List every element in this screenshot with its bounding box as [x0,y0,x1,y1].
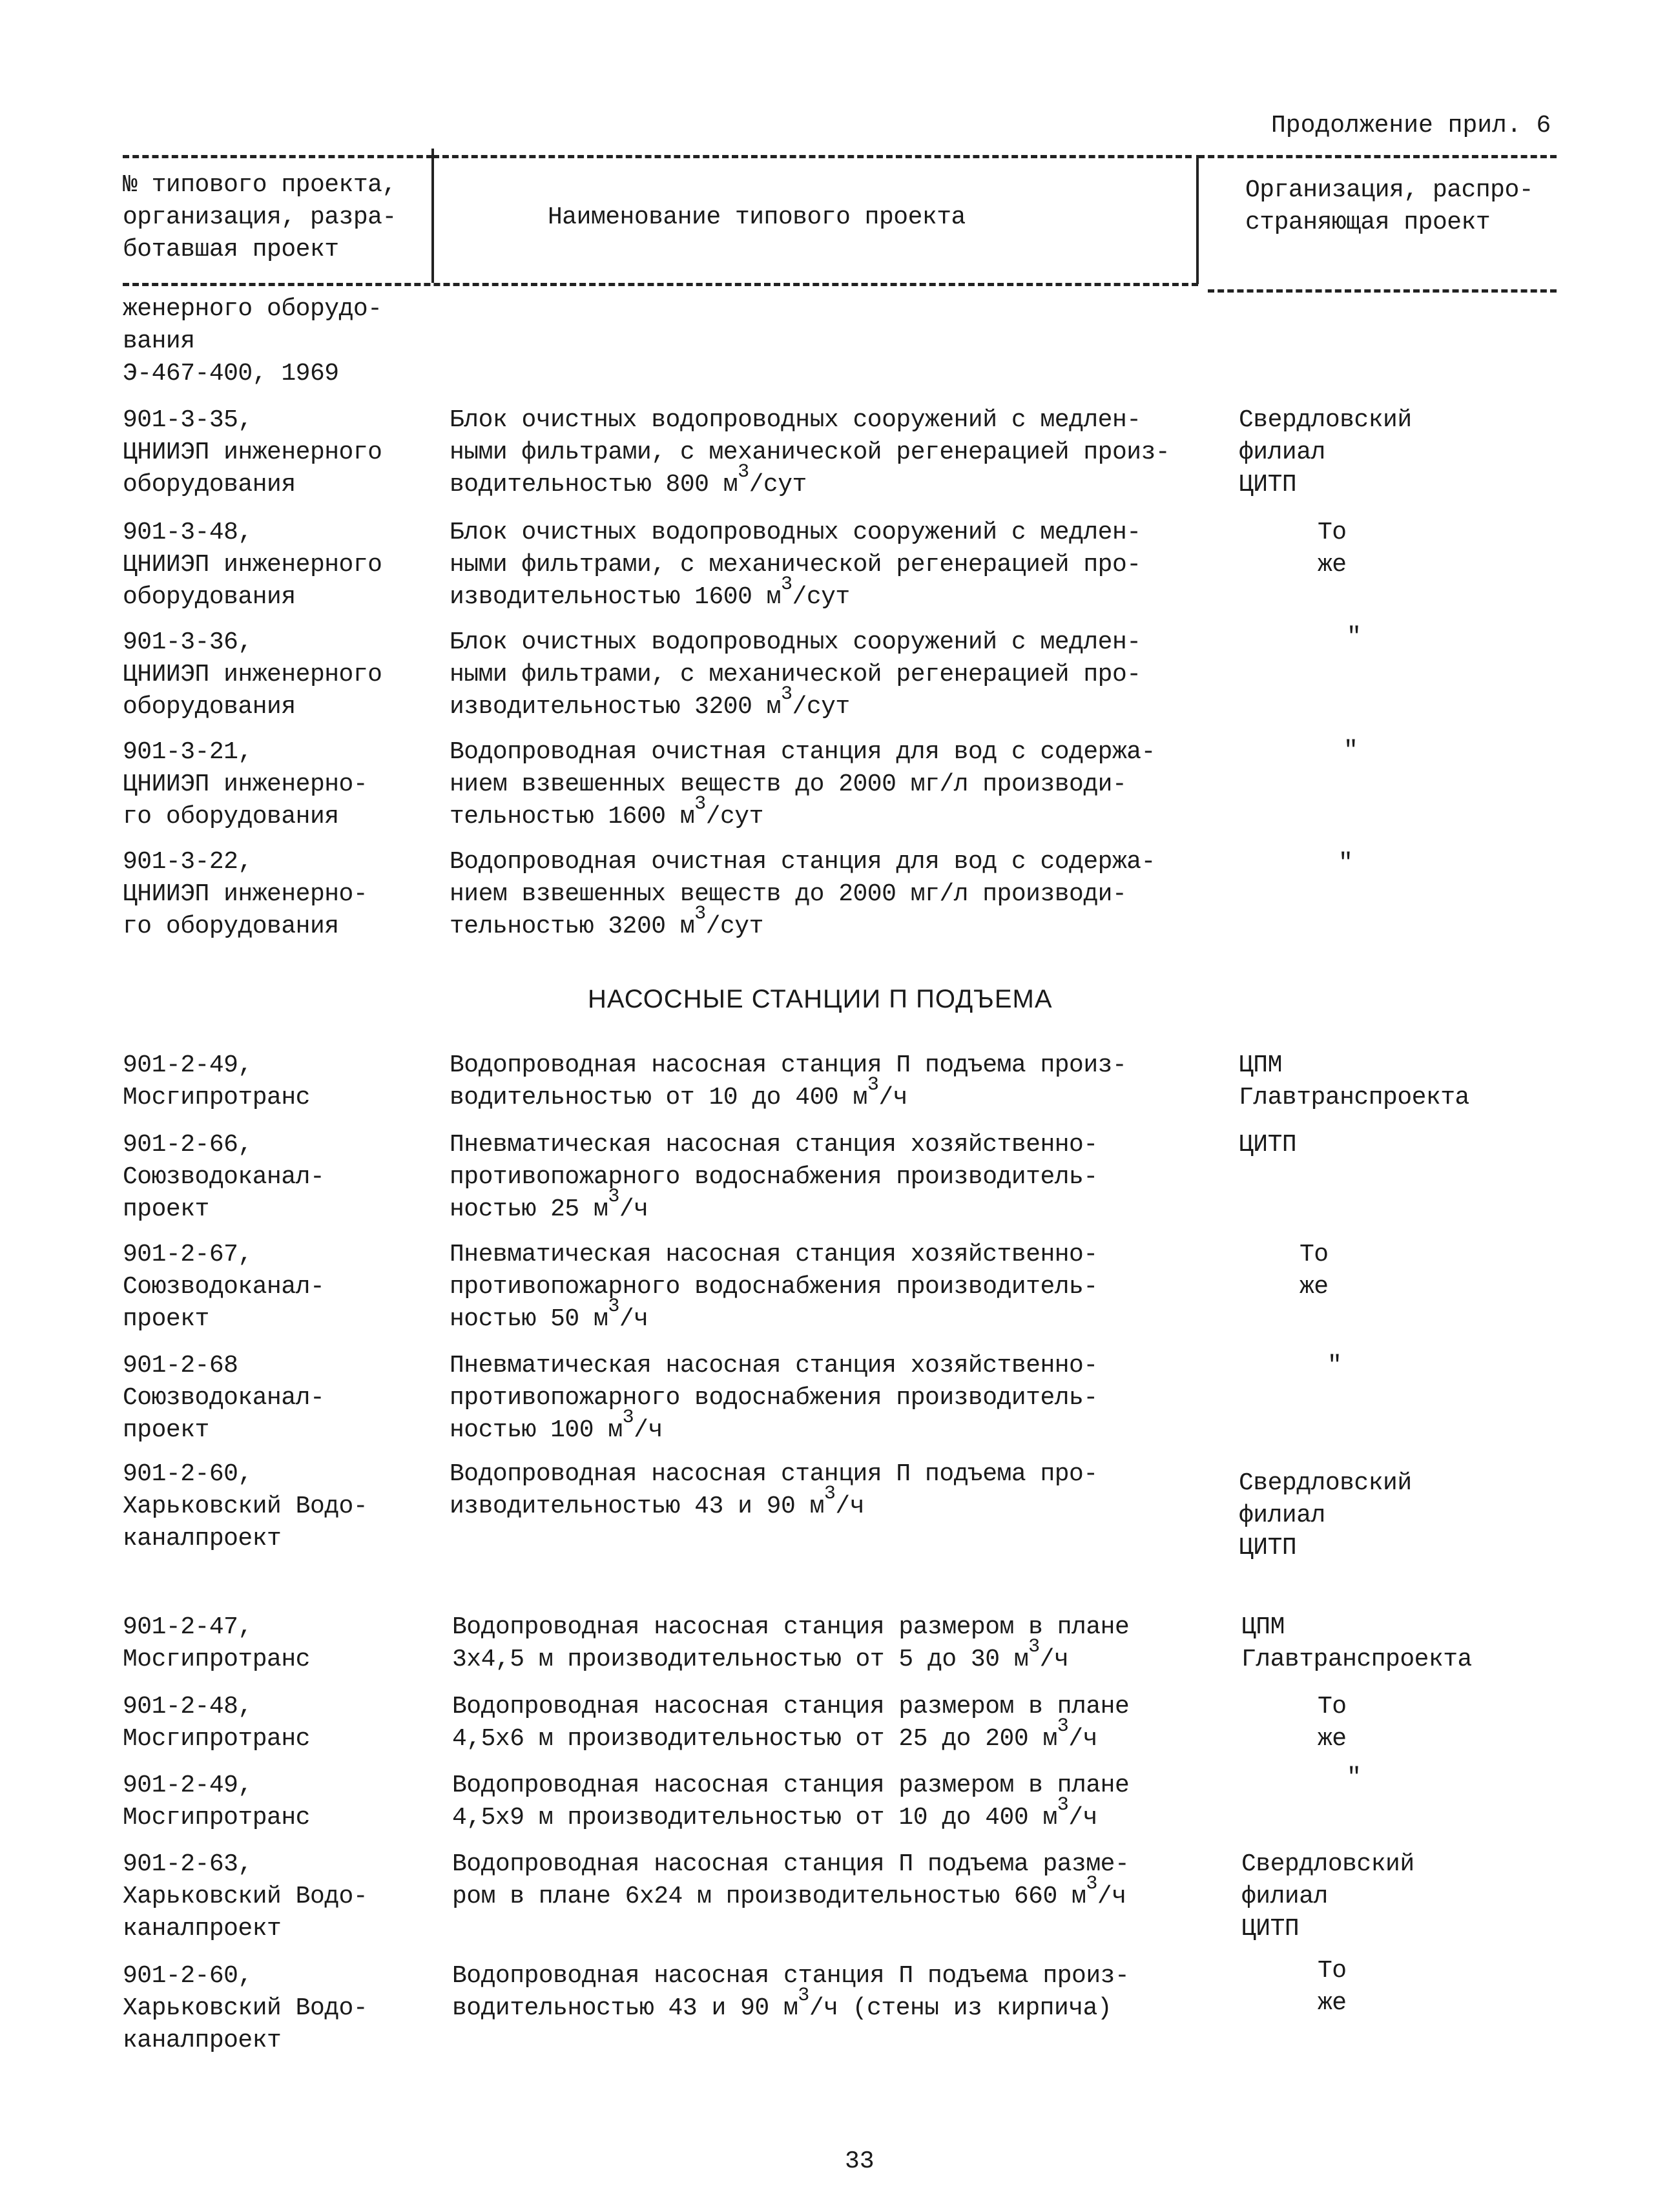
name-cell: Блок очистных водопроводных сооружений с медлен- ными фильтрами, с механической регенерацией произ- водительностью 800 $м^3$/сут [450,406,1170,499]
project-cell: 901-2-49, Мосгипротранс [123,1772,310,1832]
organization-cell: ЦПМ Главтранспроекта [1239,1051,1469,1111]
project-cell: 901-2-60, Харьковский Водо- каналпроект [123,1460,368,1553]
organization-cell: То же [1318,1957,1347,2017]
project-cell: 901-3-21, ЦНИИЭП инженерно- го оборудования [123,738,368,831]
project-cell: 901-2-60, Харьковский Водо- каналпроект [123,1962,368,2054]
organization-cell: Свердловский филиал ЦИТП [1239,1469,1412,1562]
header-top-rule-right [1198,155,1557,158]
page-number: 33 [845,2147,875,2175]
header-divider-1 [431,149,434,283]
header-top-rule-left [123,155,433,158]
ditto-mark: " [1338,849,1353,877]
organization-cell: То же [1300,1241,1329,1301]
continuation-label: Продолжение прил. 6 [1271,112,1551,140]
organization-cell: То же [1318,519,1347,579]
header-top-rule-mid [433,155,1192,158]
project-cell: 901-2-67, Союзводоканал- проект [123,1241,325,1333]
ditto-mark: " [1347,623,1362,651]
column-header-project: № типового проекта, организация, разра- ботавшая проект [123,171,397,264]
name-cell: Водопроводная насосная станция П подъема произ- водительностью от 10 до 400 $м^3/ч$ [450,1051,1127,1111]
ditto-mark: " [1343,737,1358,765]
name-cell: Пневматическая насосная станция хозяйственно- противопожарного водоснабжения производитель- ностью 25 $м^3/ч$ [450,1131,1098,1223]
project-cell: 901-2-63, Харьковский Водо- каналпроект [123,1850,368,1943]
project-cell: 901-2-66, Союзводоканал- проект [123,1131,325,1223]
name-cell: Водопроводная насосная станция размером в плане 4,5х6 м производительностью от 25 до 200 $м^3/ч$ [452,1693,1130,1753]
header-bottom-rule [123,283,1198,286]
name-cell: Пневматическая насосная станция хозяйственно- противопожарного водоснабжения производитель- ностью 50 $м^3/ч$ [450,1241,1098,1333]
name-cell: Пневматическая насосная станция хозяйственно- противопожарного водоснабжения производитель- ностью 100 $м^3/ч$ [450,1352,1098,1444]
project-cell: 901-2-49, Мосгипротранс [123,1051,310,1111]
project-cell: женерного оборудо- вания Э-467-400, 1969 [123,295,382,388]
organization-cell: ЦИТП [1239,1131,1297,1159]
organization-cell: То же [1318,1693,1347,1753]
project-cell: 901-2-48, Мосгипротранс [123,1693,310,1753]
project-cell: 901-3-36, ЦНИИЭП инженерного оборудования [123,628,382,721]
project-cell: 901-2-68 Союзводоканал- проект [123,1352,325,1444]
name-cell: Водопроводная очистная станция для вод с содержа- нием взвешенных веществ до 2000 мг/л производи- тельностью 3200 $м^3$/сут [450,848,1155,940]
project-cell: 901-3-48, ЦНИИЭП инженерного оборудования [123,519,382,611]
name-cell: Водопроводная насосная станция П подъема разме- ром в плане 6х24 м производительностью 660 $м^3/ч$ [452,1850,1130,1910]
project-cell: 901-2-47, Мосгипротранс [123,1613,310,1673]
section-title: НАСОСНЫЕ СТАНЦИИ П ПОДЪЕМА [588,985,1053,1013]
name-cell: Блок очистных водопроводных сооружений с медлен- ными фильтрами, с механической регенерацией про- изводительностью 3200 $м^3$/сут [450,628,1141,721]
header-divider-2 [1196,155,1199,284]
organization-cell: ЦПМ Главтранспроекта [1241,1613,1472,1673]
column-header-organization: Организация, распро- страняющая проект [1245,176,1534,236]
organization-cell: Свердловский филиал ЦИТП [1241,1850,1414,1943]
project-cell: 901-3-22, ЦНИИЭП инженерно- го оборудования [123,848,368,940]
project-cell: 901-3-35, ЦНИИЭП инженерного оборудования [123,406,382,499]
ditto-mark: " [1327,1352,1342,1380]
name-cell: Блок очистных водопроводных сооружений с медлен- ными фильтрами, с механической регенерацией про- изводительностью 1600 $м^3$/сут [450,519,1141,611]
name-cell: Водопроводная насосная станция П подъема про- изводительностью 43 и 90 $м^3/ч$ [450,1460,1098,1520]
name-cell: Водопроводная очистная станция для вод с содержа- нием взвешенных веществ до 2000 мг/л производи- тельностью 1600 $м^3$/сут [450,738,1155,831]
column-header-name: Наименование типового проекта [548,203,966,231]
organization-cell: Свердловский филиал ЦИТП [1239,406,1412,499]
name-cell: Водопроводная насосная станция размером в плане 4,5х9 м производительностью от 10 до 400 $м^3/ч$ [452,1772,1130,1832]
name-cell: Водопроводная насосная станция размером в плане 3х4,5 м производительностью от 5 до 30 $м^3/ч$ [452,1613,1130,1673]
name-cell: Водопроводная насосная станция П подъема произ- водительностью 43 и 90 $м^3/ч$ (стены из кирпича) [452,1962,1130,2022]
ditto-mark: " [1347,1764,1362,1792]
header-bottom-rule-right [1208,289,1557,293]
